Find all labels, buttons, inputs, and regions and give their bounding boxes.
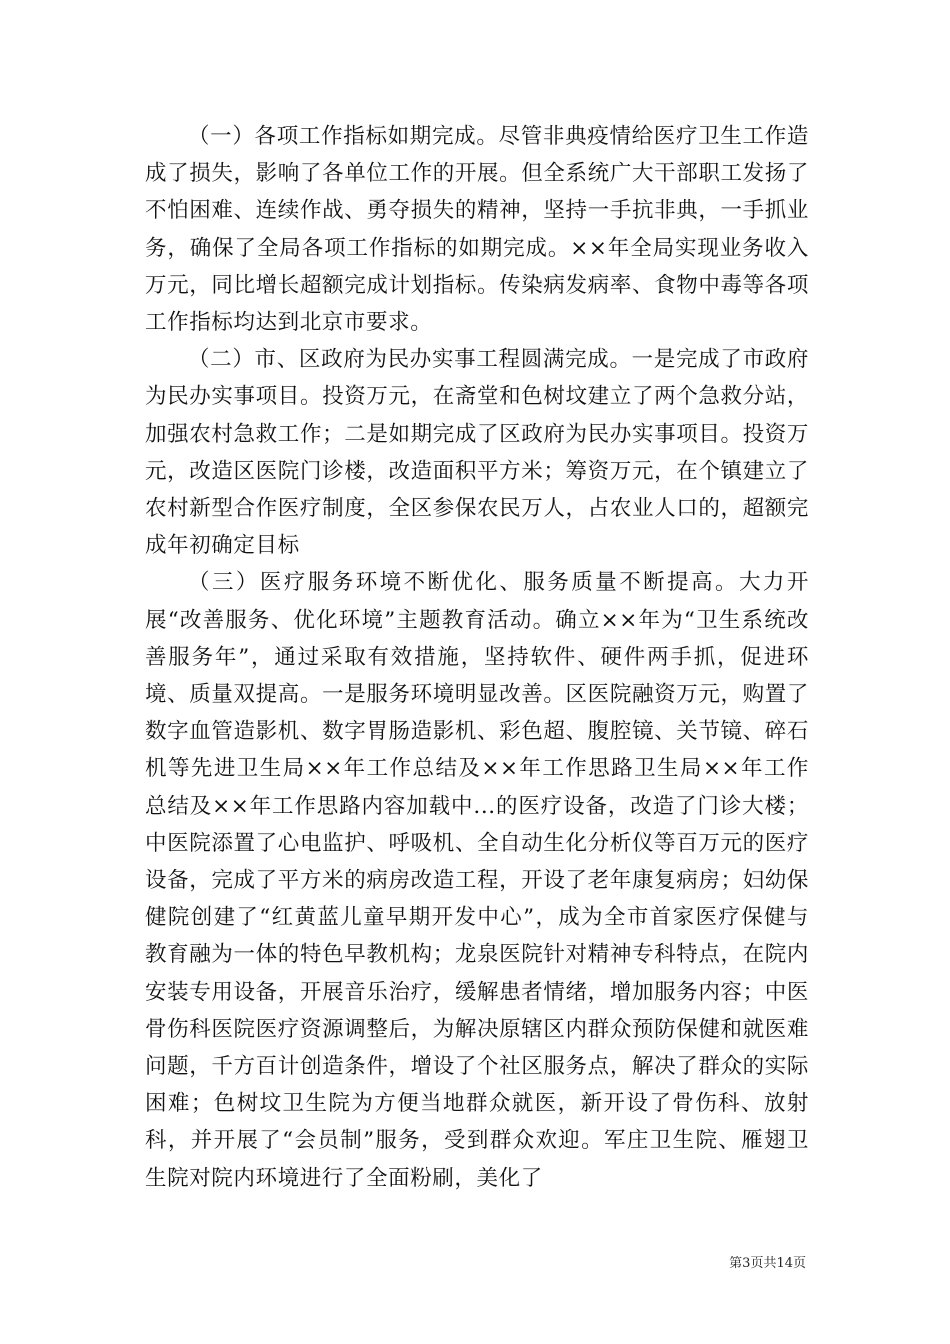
document-body <box>145 118 809 1197</box>
paragraph-1: （一）各项工作指标如期完成。尽管非典疫情给医疗卫生工作造成了损失，影响了各单位工作的开展。但全系统广大干部职工发扬了不怕困难、连续作战、勇夺损失的精神，坚持一手抗非典，一手抓业务，确保了全局各项工作指标的如期完成。××年全局实现业务收入万元，同比增长超额完成计划指标。传染病发病率、食物中毒等各项工作指标均达到北京市要求。 <box>145 124 809 336</box>
paragraph-3: （三）医疗服务环境不断优化、服务质量不断提高。大力开展“改善服务、优化环境”主题教育活动。确立××年为“卫生系统改善服务年”，通过采取有效措施，坚持软件、硬件两手抓，促进环境、质量双提高。一是服务环境明显改善。区医院融资万元，购置了数字血管造影机、数字胃肠造影机、彩色超、腹腔镜、关节镜、碎石机等先进卫生局××年工作总结及××年工作思路卫生局××年工作总结及××年工作思路内容加载中...的医疗设备，改造了门诊大楼；中医院添置了心电监护、呼吸机、全自动生化分析仪等百万元的医疗设备，完成了平方米的病房改造工程，开设了老年康复病房；妇幼保健院创建了“红黄蓝儿童早期开发中心”，成为全市首家医疗保健与教育融为一体的特色早教机构；龙泉医院针对精神专科特点，在院内安装专用设备，开展音乐治疗，缓解患者情绪，增加服务内容；中医骨伤科医院医疗资源调整后，为解决原辖区内群众预防保健和就医难问题，千方百计创造条件，增设了个社区服务点，解决了群众的实际困难；色树坟卫生院为方便当地群众就医，新开设了骨伤科、放射科，并开展了“会员制”服务，受到群众欢迎。军庄卫生院、雁翅卫生院对院内环境进行了全面粉刷，美化了 <box>145 570 809 1191</box>
paragraph-2: （二）市、区政府为民办实事工程圆满完成。一是完成了市政府为民办实事项目。投资万元，在斋堂和色树坟建立了两个急救分站，加强农村急救工作；二是如期完成了区政府为民办实事项目。投资万元，改造区医院门诊楼，改造面积平方米；筹资万元，在个镇建立了农村新型合作医疗制度，全区参保农民万人，占农业人口的，超额完成年初确定目标 <box>145 347 809 559</box>
page-number: 第3页共14页 <box>729 1256 806 1271</box>
